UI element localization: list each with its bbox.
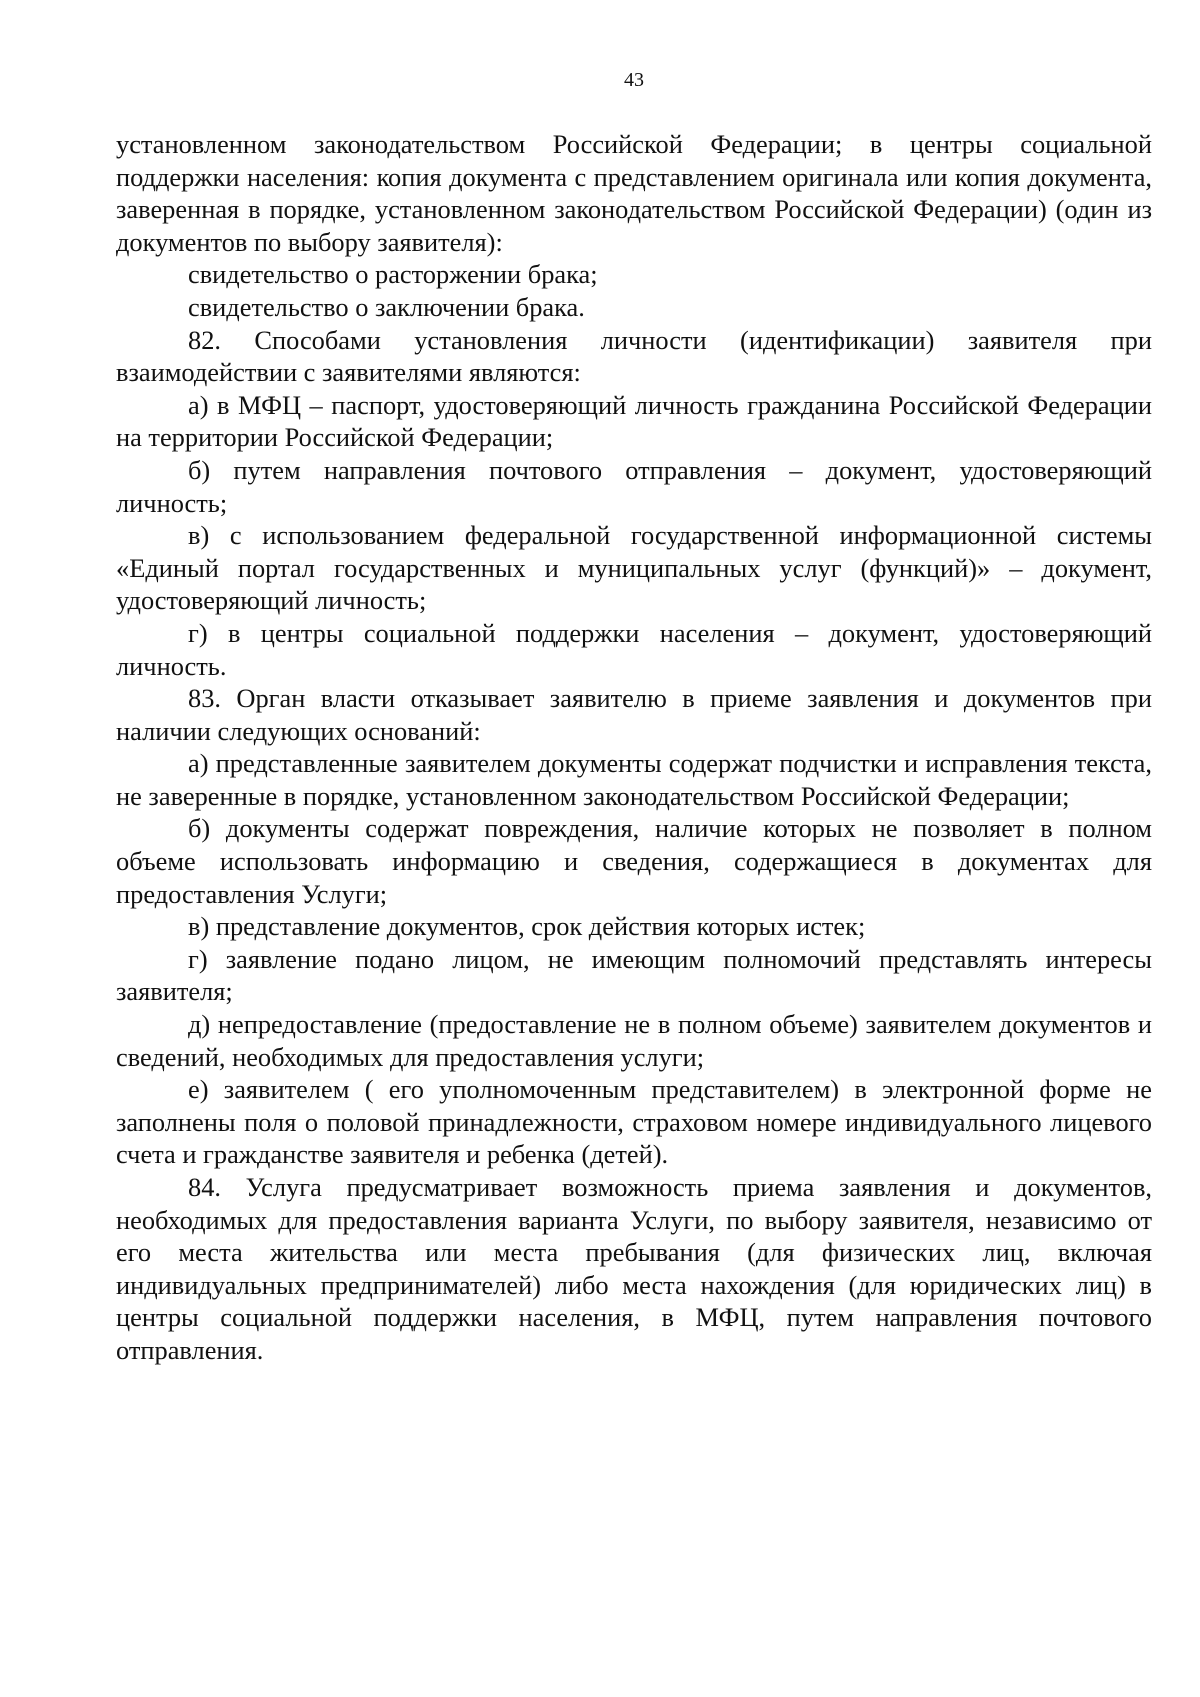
- paragraph-continuation: установленном законодательством Российской Федерации; в центры социальной поддержки населения: копия документа с представлением оригинала или копия документа, заверенная в порядке, установленном законодательством Российской Федерации) (один из документов по выбору заявителя):: [116, 129, 1152, 257]
- paragraph-83-e: е) заявителем ( его уполномоченным представителем) в электронной форме не заполнены поля о половой принадлежности, страховом номере индивидуального лицевого счета и гражданстве заявителя и ребенка (детей).: [116, 1074, 1152, 1170]
- paragraph-83: 83. Орган власти отказывает заявителю в приеме заявления и документов при наличии следующих оснований:: [116, 683, 1152, 746]
- document-body: [116, 128, 1152, 1367]
- paragraph-82-a: а) в МФЦ – паспорт, удостоверяющий личность гражданина Российской Федерации на территории Российской Федерации;: [116, 389, 1152, 453]
- paragraph-divorce-certificate: свидетельство о расторжении брака;: [188, 259, 598, 290]
- paragraph-marriage-certificate: свидетельство о заключении брака.: [188, 291, 585, 322]
- paragraph-84: 84. Услуга предусматривает возможность приема заявления и документов, необходимых для предоставления варианта Услуги, по выбору заявителя, независимо от его места жительства или места пребывания (для физических лиц, включая индивидуальных предпринимателей) либо места нахождения (для юридических лиц) в центры социальной поддержки населения, в МФЦ, путем направления почтового отправления.: [116, 1172, 1152, 1365]
- paragraph-83-a: а) представленные заявителем документы содержат подчистки и исправления текста, не заверенные в порядке, установленном законодательством Российской Федерации;: [116, 748, 1152, 811]
- paragraph-83-v: в) представление документов, срок действия которых истек;: [188, 911, 866, 942]
- paragraph-83-d: д) непредоставление (предоставление не в полном объеме) заявителем документов и сведений, необходимых для предоставления услуги;: [116, 1009, 1152, 1072]
- paragraph-82: 82. Способами установления личности (идентификации) заявителя при взаимодействии с заявителями являются:: [116, 324, 1152, 388]
- paragraph-83-b: б) документы содержат повреждения, наличие которых не позволяет в полном объеме использовать информацию и сведения, содержащиеся в документах для предоставления Услуги;: [116, 813, 1152, 909]
- paragraph-82-v: в) с использованием федеральной государственной информационной системы «Единый портал государственных и муниципальных услуг (функций)» – документ, удостоверяющий личность;: [116, 520, 1152, 616]
- paragraph-82-b: б) путем направления почтового отправления – документ, удостоверяющий личность;: [116, 454, 1152, 518]
- paragraph-82-g: г) в центры социальной поддержки населения – документ, удостоверяющий личность.: [116, 617, 1152, 681]
- paragraph-83-g: г) заявление подано лицом, не имеющим полномочий представлять интересы заявителя;: [116, 943, 1152, 1007]
- page-number: 43: [624, 69, 644, 91]
